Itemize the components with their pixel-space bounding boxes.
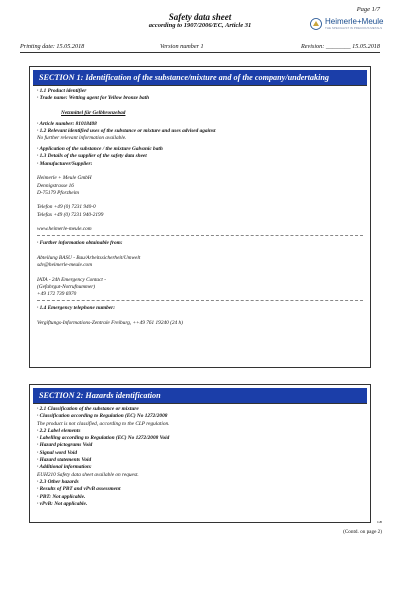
continued-note: (Contd. on page 2): [343, 529, 382, 535]
manufacturer-heading: · Manufacturer/Supplier:: [37, 160, 93, 167]
application: · Application of the substance / the mixture Galvanic bath: [37, 146, 163, 153]
company-city: D-75179 Pforzheim: [37, 189, 79, 196]
signal-word: · Signal word Void: [37, 449, 78, 456]
header-divider: [20, 52, 380, 53]
iata-contact: IATA - 24h Emergency Contact -: [37, 276, 106, 283]
hazard-statements: · Hazard statements Void: [37, 457, 92, 464]
additional-info-heading: · Additional information:: [37, 464, 92, 471]
emergency-phone-number: +49 172 739 6970: [37, 291, 77, 298]
department: Abteilung BASU - Bau/Arbeitssicherheit/Umwelt: [37, 254, 141, 261]
document-title: Safety data sheet: [168, 12, 232, 22]
further-info-heading: · Further information obtainable from:: [37, 240, 123, 247]
logo-mark-icon: [310, 18, 322, 30]
supplier-details: · 1.3 Details of the supplier of the safety data sheet: [37, 153, 147, 160]
page-number: Page 1/7: [356, 6, 380, 13]
trade-name: · Trade name: Wetting agent for Yellow bronze bath: [37, 95, 150, 102]
emergency-text: Vergiftungs-Informations-Zentrale Freiburg, ++49 761 19240 (24 h): [37, 319, 183, 326]
pbt-value: · PBT: Not applicable.: [37, 493, 86, 500]
logo-subtext: THE SPECIALIST IN PRECIOUS METALS: [325, 26, 383, 30]
section-2-body: [33, 403, 367, 510]
labelling: · Labelling according to Regulation (EC) No 1272/2008 Void: [37, 435, 170, 442]
label-elements: · 2.2 Label elements: [37, 427, 81, 434]
revision-date: Revision: ________ 15.05.2018: [300, 43, 380, 50]
euh210-text: EUH210 Safety data sheet available on request.: [37, 471, 139, 478]
relevant-uses-text: No further relevant information available.: [37, 135, 127, 142]
company-website[interactable]: www.heimerle-meule.com: [37, 226, 92, 233]
printing-date: Printing date: 15.05.2018: [20, 43, 85, 50]
not-classified-text: The product is not classified, according to the CLP regulation.: [37, 420, 170, 427]
emergency-heading: · 1.4 Emergency telephone number:: [37, 305, 115, 312]
company-street: Dennigstrasse 16: [37, 182, 74, 189]
relevant-uses-heading: · 1.2 Relevant identified uses of the substance or mixture and uses advised against: [37, 127, 216, 134]
vpvb-value: · vPvB: Not applicable.: [37, 500, 88, 507]
product-identifier: · 1.1 Product identifier: [37, 88, 87, 94]
contact-email[interactable]: sdv@heimerle-meule.com: [37, 262, 93, 269]
article-number: · Article number: 81018408: [37, 120, 97, 127]
section-1: [29, 66, 371, 368]
classification-heading: · 2.1 Classification of the substance or mixture: [37, 406, 139, 412]
classification-regulation: · Classification according to Regulation (EC) No 1272/2008: [37, 413, 168, 420]
section-1-body: [33, 85, 367, 329]
hazard-pictograms: · Hazard pictograms Void: [37, 442, 93, 449]
trade-name-german: Netzmittel für Gelbbronzebad: [61, 109, 126, 116]
company-name: Heimerle + Meule GmbH: [37, 175, 92, 182]
section-1-title: SECTION 1: Identification of the substance/mixture and of the company/undertaking: [33, 70, 367, 85]
company-telefon: Telefon +49 (0) 7231 940-0: [37, 204, 96, 211]
document-subtitle: according to 1907/2006/EC, Article 31: [148, 22, 252, 29]
version-number: Version number 1: [160, 43, 204, 50]
other-hazards: · 2.3 Other hazards: [37, 478, 79, 485]
country-code: GB: [377, 520, 382, 524]
logo-text: Heimerle+Meule: [325, 17, 384, 26]
company-telefax: Telefax +49 (0) 7231 940-2199: [37, 211, 104, 218]
company-logo: [310, 17, 384, 33]
pbt-results: · Results of PBT and vPvB assessment: [37, 486, 121, 493]
gefahrgut-label: (Gefahrgut-Notrufnummer): [37, 283, 96, 290]
section-2: [29, 384, 371, 523]
section-2-title: SECTION 2: Hazards identification: [33, 388, 367, 403]
